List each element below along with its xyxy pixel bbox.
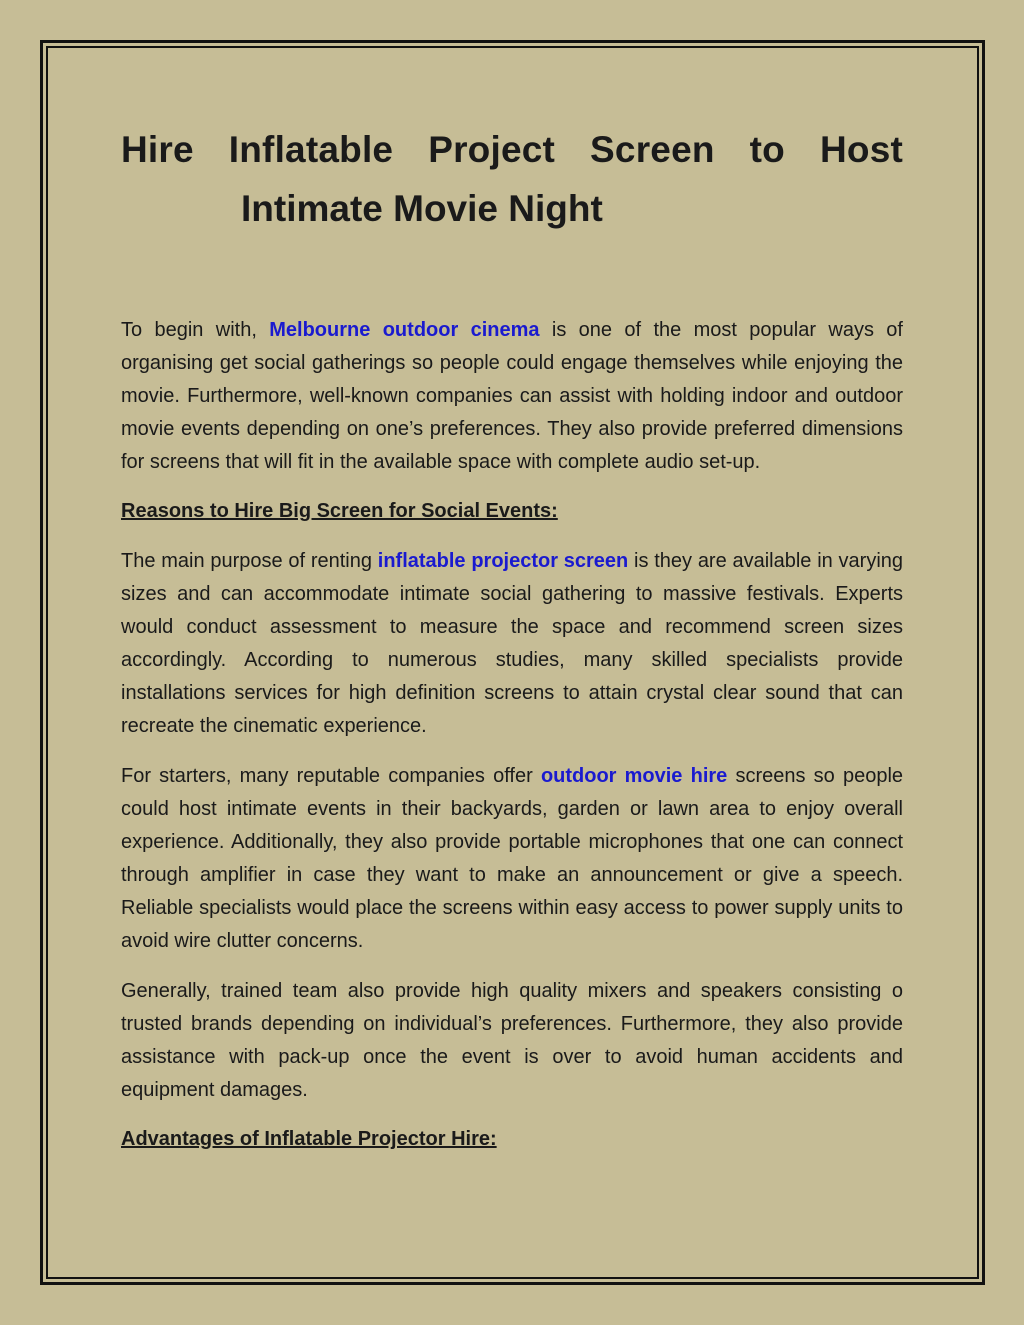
melbourne-outdoor-cinema-link[interactable]: Melbourne outdoor cinema <box>269 319 540 341</box>
starters-text-after: screens so people could host intimate events in their backyards, garden or lawn area to enjoy overall experience. Additionally, they also provide portable microphones that one can connect through amplifier in case they want to make an announcement or give a speech. Reliable specialists would place the screens within easy access to power supply units to avoid wire clutter concerns. <box>121 765 904 952</box>
starters-paragraph <box>121 760 903 958</box>
outdoor-movie-hire-link[interactable]: outdoor movie hire <box>540 765 728 787</box>
section-heading-advantages: Advantages of Inflatable Projector Hire: <box>121 1128 497 1150</box>
document-body <box>121 120 903 1156</box>
intro-text-before: To begin with, <box>121 319 270 341</box>
starters-text-before: For starters, many reputable companies offer <box>121 765 541 787</box>
inflatable-projector-screen-link[interactable]: inflatable projector screen <box>377 550 629 572</box>
reasons-paragraph <box>121 545 903 743</box>
document-title: Hire Inflatable Project Screen to Host <box>121 129 903 170</box>
generally-paragraph: Generally, trained team also provide high quality mixers and speakers consisting o trusted brands depending on individual’s preferences. Furthermore, they also provide assistance with pack-up once the event is over to avoid human accidents and equipment damages. <box>121 980 903 1101</box>
reasons-text-after: is they are available in varying sizes and can accommodate intimate social gathering to massive festivals. Experts would conduct assessment to measure the space and recommend screen sizes accordingly. According to numerous studies, many skilled specialists provide installations services for high definition screens to attain crystal clear sound that can recreate the cinematic experience. <box>121 550 904 737</box>
document-title-line-2: Intimate Movie Night <box>241 188 603 229</box>
intro-paragraph <box>121 314 903 479</box>
reasons-text-before: The main purpose of renting <box>121 550 378 572</box>
section-heading-reasons: Reasons to Hire Big Screen for Social Events: <box>121 500 558 522</box>
intro-text-after: is one of the most popular ways of organising get social gatherings so people could engage themselves while enjoying the movie. Furthermore, well-known companies can assist with holding indoor and outdoor movie events depending on one’s preferences. They also provide preferred dimensions for screens that will fit in the available space with complete audio set-up. <box>121 319 903 473</box>
